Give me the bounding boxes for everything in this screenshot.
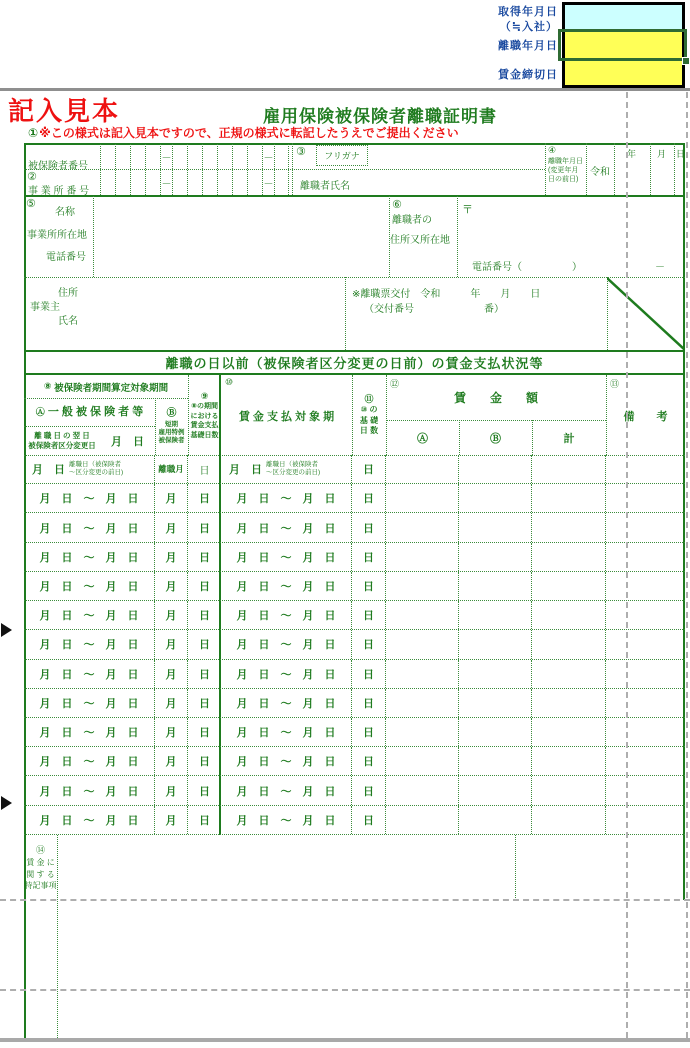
wage-b-cell[interactable] (459, 484, 532, 512)
digit-cell[interactable] (172, 170, 187, 195)
circle-13: ⑬ (610, 379, 620, 389)
employer-address-label: 住所 (58, 288, 78, 299)
pay-period-cell[interactable]: 月 日 ～ 月 日 (221, 484, 352, 512)
pay-period-cell[interactable]: 月 日 ～ 月 日 (221, 806, 352, 834)
leaver-name-label: 離職者氏名 (300, 181, 350, 192)
base-days-cell[interactable]: 日 (199, 727, 210, 740)
first-row-note: 離職日（被保険者 ～区分変更の前日) (266, 461, 321, 477)
row-marker-icon (1, 623, 12, 637)
remarks-cell[interactable] (606, 747, 685, 775)
digit-cell[interactable] (115, 144, 130, 169)
note-number: ① (28, 126, 39, 140)
wage-b-cell[interactable] (459, 718, 532, 746)
wage-a-cell[interactable] (386, 718, 459, 746)
header-a-label: 一 般 被 保 険 者 等 (47, 406, 144, 418)
wage-b-cell[interactable] (459, 806, 532, 834)
divider (614, 143, 615, 195)
note-text: ※この様式は記入見本ですので、正規の様式に転記したうえでご提出ください (39, 126, 459, 140)
pay-base-days-cell[interactable]: 日 (352, 689, 386, 717)
base-days-cell[interactable]: 日 (199, 785, 210, 798)
wage-rows (24, 455, 685, 835)
digit-cell[interactable] (232, 144, 247, 169)
circle-11: ⑪ (364, 393, 374, 404)
leave-date-header (548, 145, 585, 184)
pay-base-days-cell[interactable]: 日 (352, 513, 386, 541)
diagonal-strike-line (607, 278, 685, 350)
number-dash: － (262, 144, 274, 169)
wage-section-title: 離職の日以前（被保険者区分変更の日前）の賃金支払状況等 (24, 350, 685, 375)
digit-cell[interactable] (247, 170, 262, 195)
pay-base-days-cell[interactable]: 日 (352, 572, 386, 600)
wage-table-row (24, 630, 685, 659)
digit-cell[interactable] (100, 170, 115, 195)
pay-period-cell[interactable]: 月 日 ～ 月 日 (221, 689, 352, 717)
period-a-cell[interactable]: 月 日 ～ 月 日 (24, 630, 155, 658)
pay-period-cell[interactable]: 月 日 ～ 月 日 (221, 747, 352, 775)
digit-cell[interactable] (232, 170, 247, 195)
year-label: 年 (627, 149, 637, 159)
wage-total-cell[interactable] (532, 776, 606, 804)
digit-cell[interactable] (217, 170, 232, 195)
red-note (28, 124, 459, 141)
wage-b-cell[interactable] (459, 513, 532, 541)
wage-b-cell[interactable] (459, 776, 532, 804)
digit-cell[interactable] (145, 144, 160, 169)
circle-8: ⑧ (43, 381, 52, 391)
b-month-cell[interactable]: 月 (155, 601, 188, 629)
wage-table-row (24, 543, 685, 572)
employer-input-area[interactable] (100, 278, 345, 348)
header-a-sub1: 離 職 日 の 翌 日 (34, 430, 90, 440)
divider (292, 143, 293, 195)
grid-line (386, 420, 606, 421)
remarks-header (24, 837, 57, 899)
header-11 (352, 375, 386, 455)
pay-period-cell[interactable]: 月 日 ～ 月 日 (221, 601, 352, 629)
office-number-label: 事 業 所 番 号 (28, 186, 90, 197)
header-12a: Ⓐ (417, 432, 428, 445)
grid-line (24, 398, 188, 399)
header-12b: Ⓑ (490, 432, 501, 445)
period-a-cell[interactable]: 月 日 ～ 月 日 (24, 689, 155, 717)
b-month-cell[interactable]: 月 (155, 543, 188, 571)
pay-period-cell[interactable]: 月 日 ～ 月 日 (221, 543, 352, 571)
page-break-horizontal (0, 989, 690, 991)
insured-number-label: 被保険者番号 (28, 161, 88, 172)
pay-period-cell[interactable]: 月 日 ～ 月 日 (221, 630, 352, 658)
b-month-cell[interactable]: 月 (155, 806, 188, 834)
leaver-tel-label: 電話番号（ ） (472, 262, 582, 273)
wage-b-cell[interactable] (459, 630, 532, 658)
digit-cell[interactable] (130, 170, 145, 195)
circle-b: Ⓑ (166, 408, 177, 420)
header-b (155, 398, 188, 455)
digit-cell[interactable] (115, 170, 130, 195)
pay-period-cell[interactable]: 月 日 ～ 月 日 (221, 718, 352, 746)
acquisition-date-cell[interactable] (565, 5, 682, 30)
remarks-line2: 関 す る (26, 869, 55, 879)
period-a-cell[interactable] (24, 455, 155, 483)
remarks-cell[interactable] (606, 806, 685, 834)
circle-4: ④ (548, 145, 557, 155)
employer-label: 事業主 (30, 302, 60, 313)
wage-total-cell[interactable] (532, 660, 606, 688)
header-11-line1: ⑩ の (360, 404, 378, 414)
wage-a-cell[interactable] (386, 513, 459, 541)
grid-line (155, 398, 156, 455)
digit-cell[interactable] (187, 170, 202, 195)
wage-table-first-row (24, 455, 685, 484)
b-month-cell[interactable]: 月 (155, 513, 188, 541)
wage-total-cell[interactable] (532, 601, 606, 629)
remarks-cell[interactable] (606, 601, 685, 629)
circle-12: ⑫ (390, 379, 400, 389)
header-10-label: 賃 金 支 払 対 象 期 (238, 411, 335, 423)
wage-total-cell[interactable] (532, 572, 606, 600)
remarks-input-area[interactable] (58, 836, 514, 899)
circle-10: ⑩ (225, 377, 234, 387)
pay-base-days-cell[interactable]: 日 (352, 660, 386, 688)
pay-base-days-cell[interactable]: 日 (352, 601, 386, 629)
pay-base-days-cell[interactable]: 日 (352, 455, 386, 483)
circle-2: ② (27, 171, 37, 183)
acquisition-date-label: 取得年月日 (498, 6, 558, 18)
b-month-cell[interactable]: 月 (155, 776, 188, 804)
header-12-label: 賃 金 額 (453, 391, 538, 405)
window-bottom-bar (0, 1038, 690, 1042)
base-days-cell[interactable]: 日 (199, 639, 210, 652)
wage-a-cell[interactable] (386, 660, 459, 688)
grid-line (386, 375, 387, 455)
office-info-input-area[interactable] (94, 196, 389, 277)
divider (674, 143, 675, 195)
cell-selection-outline[interactable] (558, 29, 687, 61)
wage-b-cell[interactable] (459, 747, 532, 775)
month-label: 月 (657, 149, 667, 159)
remarks-cell[interactable] (606, 572, 685, 600)
circle-6: ⑥ (392, 199, 402, 211)
grid-line (188, 375, 189, 455)
b-month-cell[interactable]: 離職月 (155, 455, 188, 483)
pay-period-cell[interactable]: 月 日 ～ 月 日 (221, 776, 352, 804)
header-11-line2: 基 礎 (359, 415, 379, 425)
wage-table-row (24, 689, 685, 718)
month-day-label: 月 日 (32, 464, 65, 477)
first-row-note: 離職日（被保険者 ～区分変更の前日) (69, 461, 124, 477)
grid-line (459, 420, 460, 455)
period-a-cell[interactable]: 月 日 ～ 月 日 (24, 484, 155, 512)
header-8-label: 被保険者期間算定対象期間 (54, 382, 169, 394)
period-a-cell[interactable]: 月 日 ～ 月 日 (24, 747, 155, 775)
wage-table-row (24, 572, 685, 601)
number-dash: － (160, 144, 172, 169)
pay-base-days-cell[interactable]: 日 (352, 484, 386, 512)
wage-a-cell[interactable] (386, 484, 459, 512)
header-8 (24, 375, 188, 398)
digit-cell[interactable] (130, 144, 145, 169)
remarks-cell[interactable] (606, 630, 685, 658)
header-9-line3: 賃金支払 (190, 422, 219, 430)
base-days-cell[interactable]: 日 (199, 668, 210, 681)
page-break-horizontal (0, 899, 690, 901)
circle-14: ⑭ (35, 845, 45, 856)
number-dash: － (160, 170, 172, 195)
period-a-cell[interactable]: 月 日 ～ 月 日 (24, 543, 155, 571)
header-9-line2: における (190, 412, 219, 420)
base-days-cell[interactable]: 日 (199, 522, 210, 535)
remarks-cell[interactable] (606, 513, 685, 541)
digit-cell[interactable] (274, 170, 289, 195)
circle-3: ③ (296, 146, 306, 158)
base-days-cell[interactable]: 日 (199, 814, 210, 827)
wage-total-cell[interactable] (532, 747, 606, 775)
header-9 (188, 375, 221, 455)
document-title: 雇用保険被保険者離職証明書 (263, 107, 497, 126)
wage-total-cell[interactable] (532, 630, 606, 658)
circle-5: ⑤ (26, 198, 36, 210)
furigana-label: フリガナ (324, 151, 360, 161)
wage-b-cell[interactable] (459, 543, 532, 571)
header-12sum: 計 (563, 432, 575, 445)
circle-a: Ⓐ (35, 406, 45, 417)
leaver-label-line2: 住所又所在地 (390, 235, 450, 246)
resignation-date-label: 離職年月日 (498, 40, 558, 52)
wage-table-row (24, 747, 685, 776)
insured-number-cells[interactable] (100, 144, 290, 169)
wage-total-cell[interactable] (532, 543, 606, 571)
leaver-label-line1: 離職者の (392, 215, 432, 226)
office-address-label: 事業所所在地 (27, 230, 87, 241)
office-tel-label: 電話番号 (46, 252, 86, 263)
pay-base-days-cell[interactable]: 日 (352, 630, 386, 658)
employer-name-label: 氏名 (58, 316, 78, 327)
wage-a-cell[interactable] (386, 543, 459, 571)
digit-cell[interactable] (202, 144, 217, 169)
wage-a-cell[interactable] (386, 630, 459, 658)
header-11-line3: 日 数 (359, 426, 379, 436)
grid-line (606, 375, 607, 455)
divider (545, 143, 546, 195)
divider (650, 143, 651, 195)
wage-b-cell[interactable] (459, 689, 532, 717)
digit-cell[interactable] (100, 144, 115, 169)
wage-table-row (24, 601, 685, 630)
header-b-line3: 被保険者 (158, 436, 185, 444)
wage-cutoff-label: 賃金締切日 (498, 69, 558, 81)
remarks-cell[interactable] (606, 660, 685, 688)
divider (345, 277, 346, 350)
wage-total-cell[interactable] (532, 689, 606, 717)
wage-a-cell[interactable] (386, 455, 459, 483)
digit-cell[interactable] (217, 144, 232, 169)
row-marker-icon (1, 796, 12, 810)
era-label: 令和 (590, 167, 610, 178)
pay-base-days-cell[interactable]: 日 (352, 776, 386, 804)
digit-cell[interactable] (247, 144, 262, 169)
wage-a-cell[interactable] (386, 806, 459, 834)
divider (586, 143, 587, 195)
selection-fill-handle[interactable] (682, 57, 690, 65)
period-a-cell[interactable]: 月 日 ～ 月 日 (24, 660, 155, 688)
base-days-cell[interactable]: 日 (199, 610, 210, 623)
b-month-cell[interactable]: 月 (155, 718, 188, 746)
header-a-md: 月 日 (111, 435, 144, 448)
grid-line (24, 426, 155, 427)
pay-base-days-cell[interactable]: 日 (352, 718, 386, 746)
remarks-line1: 賃 金 に (26, 858, 55, 868)
issue-number-label: （交付番号 番） (364, 304, 504, 315)
wage-b-cell[interactable] (459, 455, 532, 483)
furigana-box[interactable] (316, 145, 368, 166)
pay-base-days-cell[interactable]: 日 (352, 747, 386, 775)
postal-mark: 〒 (462, 204, 473, 216)
wage-a-cell[interactable] (386, 601, 459, 629)
period-a-cell[interactable]: 月 日 ～ 月 日 (24, 806, 155, 834)
wage-total-cell[interactable] (532, 718, 606, 746)
digit-cell[interactable] (187, 144, 202, 169)
leave-date-label: 離職年月日(変更年月日の前日) (548, 157, 583, 183)
wage-table-row (24, 776, 685, 805)
remarks-cell[interactable] (606, 718, 685, 746)
tel-dash: － (655, 262, 665, 273)
wage-total-cell[interactable] (532, 806, 606, 834)
wage-b-cell[interactable] (459, 601, 532, 629)
digit-cell[interactable] (145, 170, 160, 195)
b-month-cell[interactable]: 月 (155, 630, 188, 658)
issue-label: ※離職票交付 令和 年 月 日 (352, 289, 541, 300)
page-break-vertical (626, 92, 628, 1038)
wage-b-cell[interactable] (459, 572, 532, 600)
remarks-divider (515, 835, 516, 900)
remarks-cell[interactable] (606, 776, 685, 804)
base-days-cell[interactable]: 日 (199, 493, 210, 506)
grid-line (532, 420, 533, 455)
wage-table-row (24, 660, 685, 689)
header-9-line1: ⑧の期間 (191, 403, 218, 411)
period-a-cell[interactable]: 月 日 ～ 月 日 (24, 776, 155, 804)
base-days-cell[interactable]: 日 (199, 465, 210, 477)
period-a-cell[interactable]: 月 日 ～ 月 日 (24, 601, 155, 629)
month-day-label: 月 日 (229, 464, 262, 477)
period-a-cell[interactable]: 月 日 ～ 月 日 (24, 572, 155, 600)
period-a-cell[interactable]: 月 日 ～ 月 日 (24, 718, 155, 746)
remarks-cell[interactable] (606, 543, 685, 571)
day-label: 日 (676, 149, 686, 159)
wage-total-cell[interactable] (532, 513, 606, 541)
period-a-cell[interactable]: 月 日 ～ 月 日 (24, 513, 155, 541)
pay-base-days-cell[interactable]: 日 (352, 806, 386, 834)
pay-period-cell[interactable]: 月 日 ～ 月 日 (221, 572, 352, 600)
wage-table-row (24, 513, 685, 542)
id-row-divider (24, 169, 545, 170)
wage-cutoff-cell[interactable] (565, 60, 682, 85)
header-a-sub2: 被保険者区分変更日 (28, 440, 96, 450)
wage-a-cell[interactable] (386, 572, 459, 600)
wage-a-cell[interactable] (386, 689, 459, 717)
header-13-label: 備 考 (623, 411, 668, 423)
wage-total-cell[interactable] (532, 455, 606, 483)
digit-cell[interactable] (274, 144, 289, 169)
office-name-label: 名称 (55, 207, 75, 218)
office-number-cells[interactable] (100, 170, 290, 195)
base-days-cell[interactable]: 日 (199, 756, 210, 769)
wage-table-row (24, 718, 685, 747)
remarks-cell[interactable] (606, 484, 685, 512)
wage-table-row (24, 806, 685, 835)
digit-cell[interactable] (172, 144, 187, 169)
number-dash: － (262, 170, 274, 195)
wage-b-cell[interactable] (459, 660, 532, 688)
remarks-cell[interactable] (606, 455, 685, 483)
b-month-cell[interactable]: 月 (155, 484, 188, 512)
header-a-sub (24, 426, 100, 455)
wage-total-cell[interactable] (532, 484, 606, 512)
header-b-line2: 雇用特例 (158, 428, 185, 436)
pay-period-cell[interactable] (221, 455, 352, 483)
pay-base-days-cell[interactable]: 日 (352, 543, 386, 571)
grid-line (352, 375, 353, 455)
base-days-cell[interactable]: 日 (199, 551, 210, 564)
wage-a-cell[interactable] (386, 747, 459, 775)
remarks-cell[interactable] (606, 689, 685, 717)
pay-period-cell[interactable]: 月 日 ～ 月 日 (221, 513, 352, 541)
wage-table-row (24, 484, 685, 513)
b-month-cell[interactable]: 月 (155, 572, 188, 600)
remarks-line3: 特記事項 (24, 881, 57, 891)
digit-cell[interactable] (202, 170, 217, 195)
base-days-cell[interactable]: 日 (199, 697, 210, 710)
sample-stamp: 記入見本 (8, 96, 121, 126)
b-month-cell[interactable]: 月 (155, 689, 188, 717)
b-month-cell[interactable]: 月 (155, 747, 188, 775)
acquisition-date-sublabel: （≒入社） (499, 21, 558, 33)
wage-a-cell[interactable] (386, 776, 459, 804)
circle-9: ⑨ (200, 391, 209, 402)
b-month-cell[interactable]: 月 (155, 660, 188, 688)
leaver-address-input-area[interactable] (458, 210, 683, 255)
page-break-vertical (686, 92, 688, 1038)
base-days-cell[interactable]: 日 (199, 580, 210, 593)
header-a (24, 398, 155, 424)
header-b-line1: 短期 (165, 420, 178, 428)
header-9-line4: 基礎日数 (190, 431, 219, 439)
pay-period-cell[interactable]: 月 日 ～ 月 日 (221, 660, 352, 688)
